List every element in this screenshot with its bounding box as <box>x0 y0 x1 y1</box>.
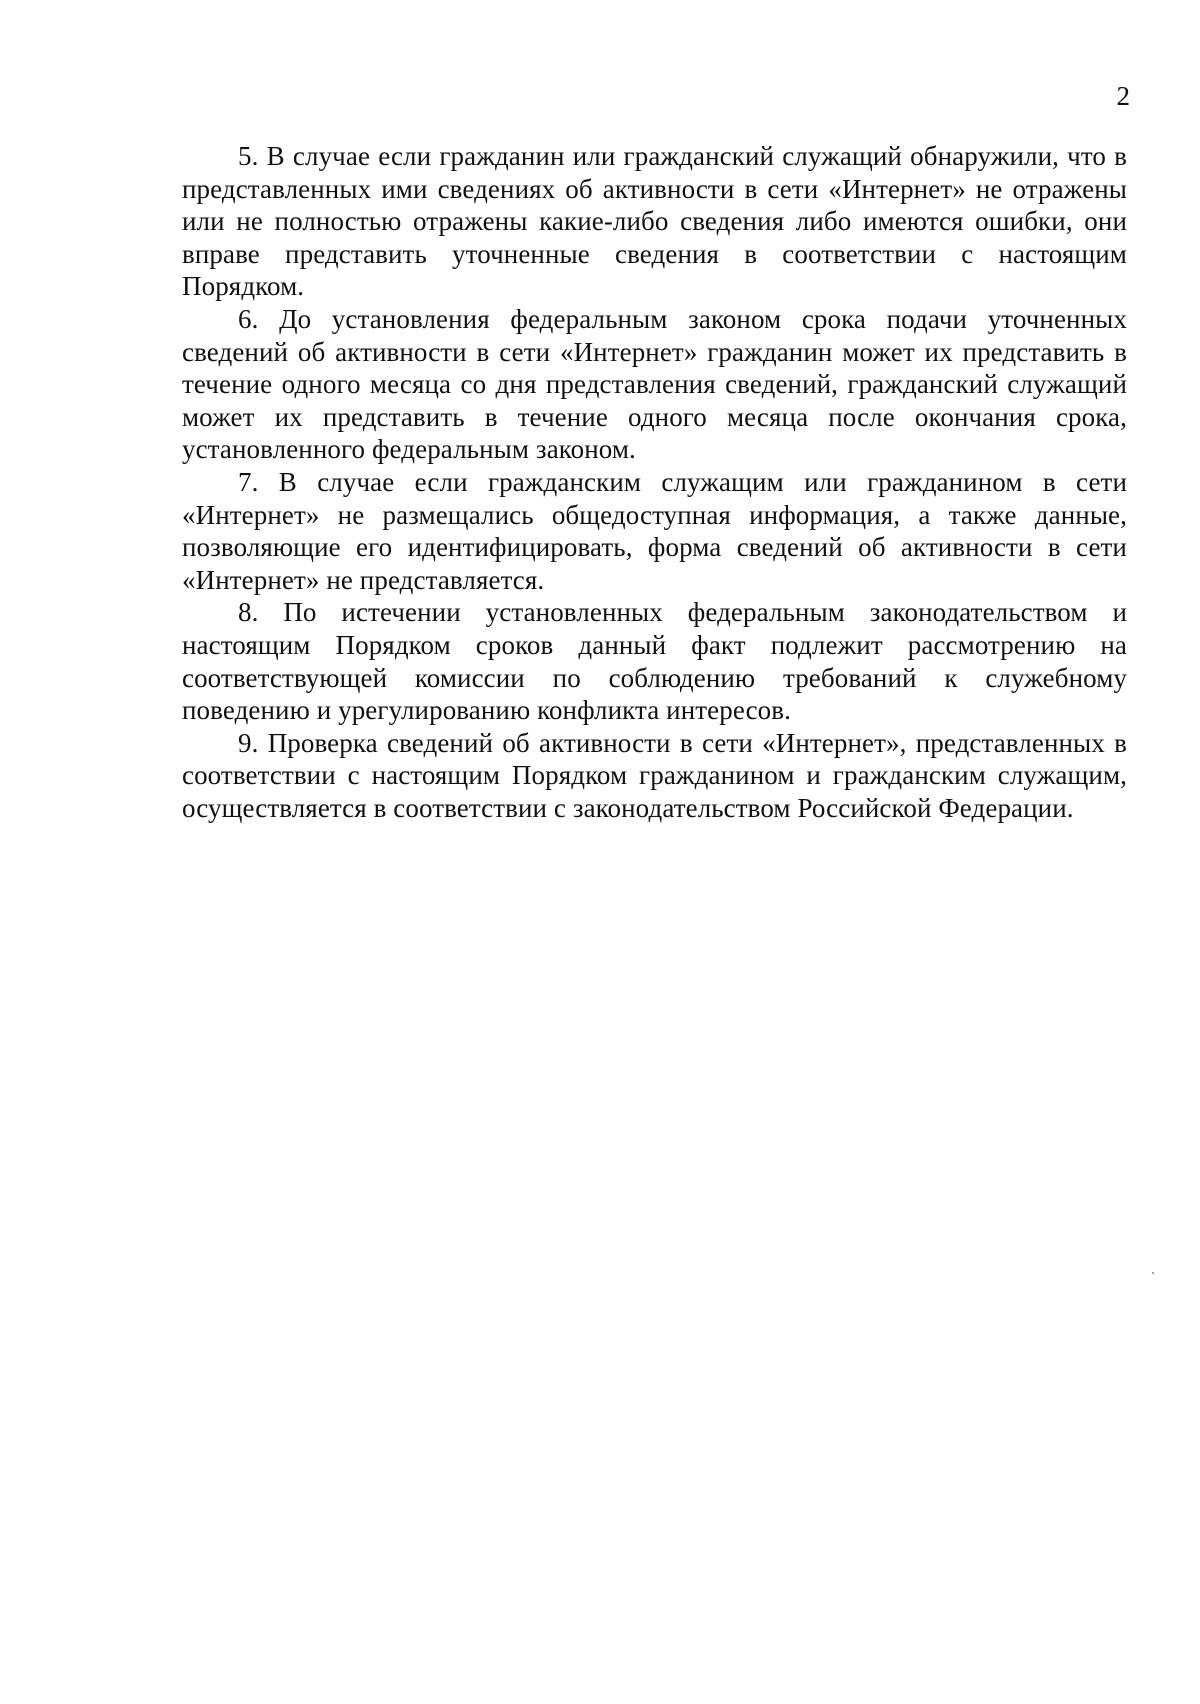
paragraph-7: 7. В случае если гражданским служащим или гражданином в сети «Интернет» не размещались общедоступная информация, а также данные, позволяющие его идентифицировать, форма сведений об активности в сети «Интернет» не представляется. <box>182 466 1127 595</box>
paragraph-5: 5. В случае если гражданин или гражданский служащий обнаружили, что в представленных ими сведениях об активности в сети «Интернет» не отражены или не полностью отражены какие-либо сведения либо имеются ошибки, они вправе представить уточненные сведения в соответствии с настоящим Порядком. <box>182 141 1127 302</box>
document-body <box>182 140 1127 824</box>
paragraph-8: 8. По истечении установленных федеральным законодательством и настоящим Порядком сроков данный факт подлежит рассмотрению на соответствующей комиссии по соблюдению требований к служебному поведению и урегулированию конфликта интересов. <box>182 597 1127 726</box>
paragraph-9: 9. Проверка сведений об активности в сети «Интернет», представленных в соответствии с настоящим Порядком гражданином и гражданским служащим, осуществляется в соответствии с законодательством Российской Федерации. <box>182 727 1127 823</box>
paragraph-6: 6. До установления федеральным законом срока подачи уточненных сведений об активности в сети «Интернет» гражданин может их представить в течение одного месяца со дня представления сведений, гражданский служащий может их представить в течение одного месяца после окончания срока, установленного федеральным законом. <box>182 303 1127 465</box>
page-number: 2 <box>1116 81 1130 111</box>
scan-speck <box>1152 1272 1154 1274</box>
